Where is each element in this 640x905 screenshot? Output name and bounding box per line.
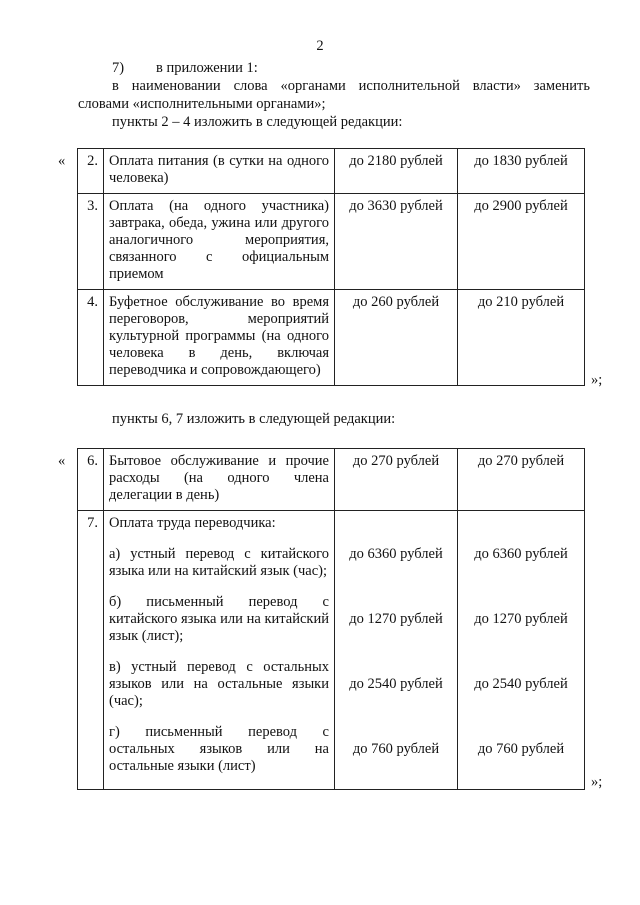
price-cell: до 260 рублей: [335, 290, 458, 386]
sub-item: б) письменный перевод с китайского языка или на китайский язык (лист);: [109, 594, 329, 644]
price-cell: до 2180 рублей: [335, 149, 458, 194]
row-number: 2.: [78, 149, 104, 194]
row-number: 3.: [78, 194, 104, 290]
row-number: 6.: [78, 449, 104, 511]
sub-item: в) устный перевод с остальных языков или на остальные языки (час);: [109, 659, 329, 709]
price-cell: [458, 511, 585, 790]
sub-price: до 2540 рублей: [474, 676, 568, 692]
prices-table-1: [77, 148, 585, 386]
sub-item: а) устный перевод с китайского языка или на китайский язык (час);: [109, 546, 329, 579]
table-row: [78, 194, 585, 290]
sub-price: до 6360 рублей: [474, 546, 568, 562]
sub-price: до 6360 рублей: [349, 546, 443, 562]
price-cell: до 2900 рублей: [458, 194, 585, 290]
table-row: [78, 449, 585, 511]
row-description: Оплата (на одного участника) завтрака, обеда, ужина или другого аналогичного мероприятия, связанного с официальным приемом: [104, 194, 335, 290]
price-cell: до 1830 рублей: [458, 149, 585, 194]
table-row: [78, 149, 585, 194]
paragraph: пункты 2 – 4 изложить в следующей редакции:: [112, 114, 403, 130]
prices-table-2: [77, 448, 585, 790]
sub-item: г) письменный перевод с остальных языков или на остальные языки (лист): [109, 724, 329, 774]
close-quote: »;: [591, 774, 603, 790]
row-description: Оплата питания (в сутки на одного человека): [104, 149, 335, 194]
sub-price: до 1270 рублей: [474, 611, 568, 627]
row-description: Бытовое обслуживание и прочие расходы (на одного члена делегации в день): [104, 449, 335, 511]
price-cell: до 270 рублей: [335, 449, 458, 511]
row-description: [104, 511, 335, 790]
item-text: в приложении 1:: [156, 60, 258, 76]
row-title: Оплата труда переводчика:: [109, 515, 276, 531]
price-cell: до 210 рублей: [458, 290, 585, 386]
price-cell: [335, 511, 458, 790]
row-number: 4.: [78, 290, 104, 386]
table-row: [78, 511, 585, 790]
price-cell: до 270 рублей: [458, 449, 585, 511]
paragraph-line: словами «исполнительными органами»;: [78, 96, 326, 112]
item-number: 7): [112, 60, 125, 76]
close-quote: »;: [591, 372, 603, 388]
sub-price: до 2540 рублей: [349, 676, 443, 692]
paragraph-line: в наименовании слова «органами исполнительной власти» заменить: [112, 78, 590, 94]
sub-price: до 760 рублей: [352, 741, 440, 757]
open-quote: «: [58, 153, 66, 169]
open-quote: «: [58, 453, 66, 469]
row-description: Буфетное обслуживание во время переговоров, мероприятий культурной программы (на одного человека в день, включая переводчика и сопровождающего): [104, 290, 335, 386]
sub-price: до 760 рублей: [477, 741, 565, 757]
row-number: 7.: [78, 511, 104, 790]
page-number: 2: [316, 38, 324, 54]
price-cell: до 3630 рублей: [335, 194, 458, 290]
table-row: [78, 290, 585, 386]
paragraph: пункты 6, 7 изложить в следующей редакции:: [112, 411, 396, 427]
sub-price: до 1270 рублей: [349, 611, 443, 627]
